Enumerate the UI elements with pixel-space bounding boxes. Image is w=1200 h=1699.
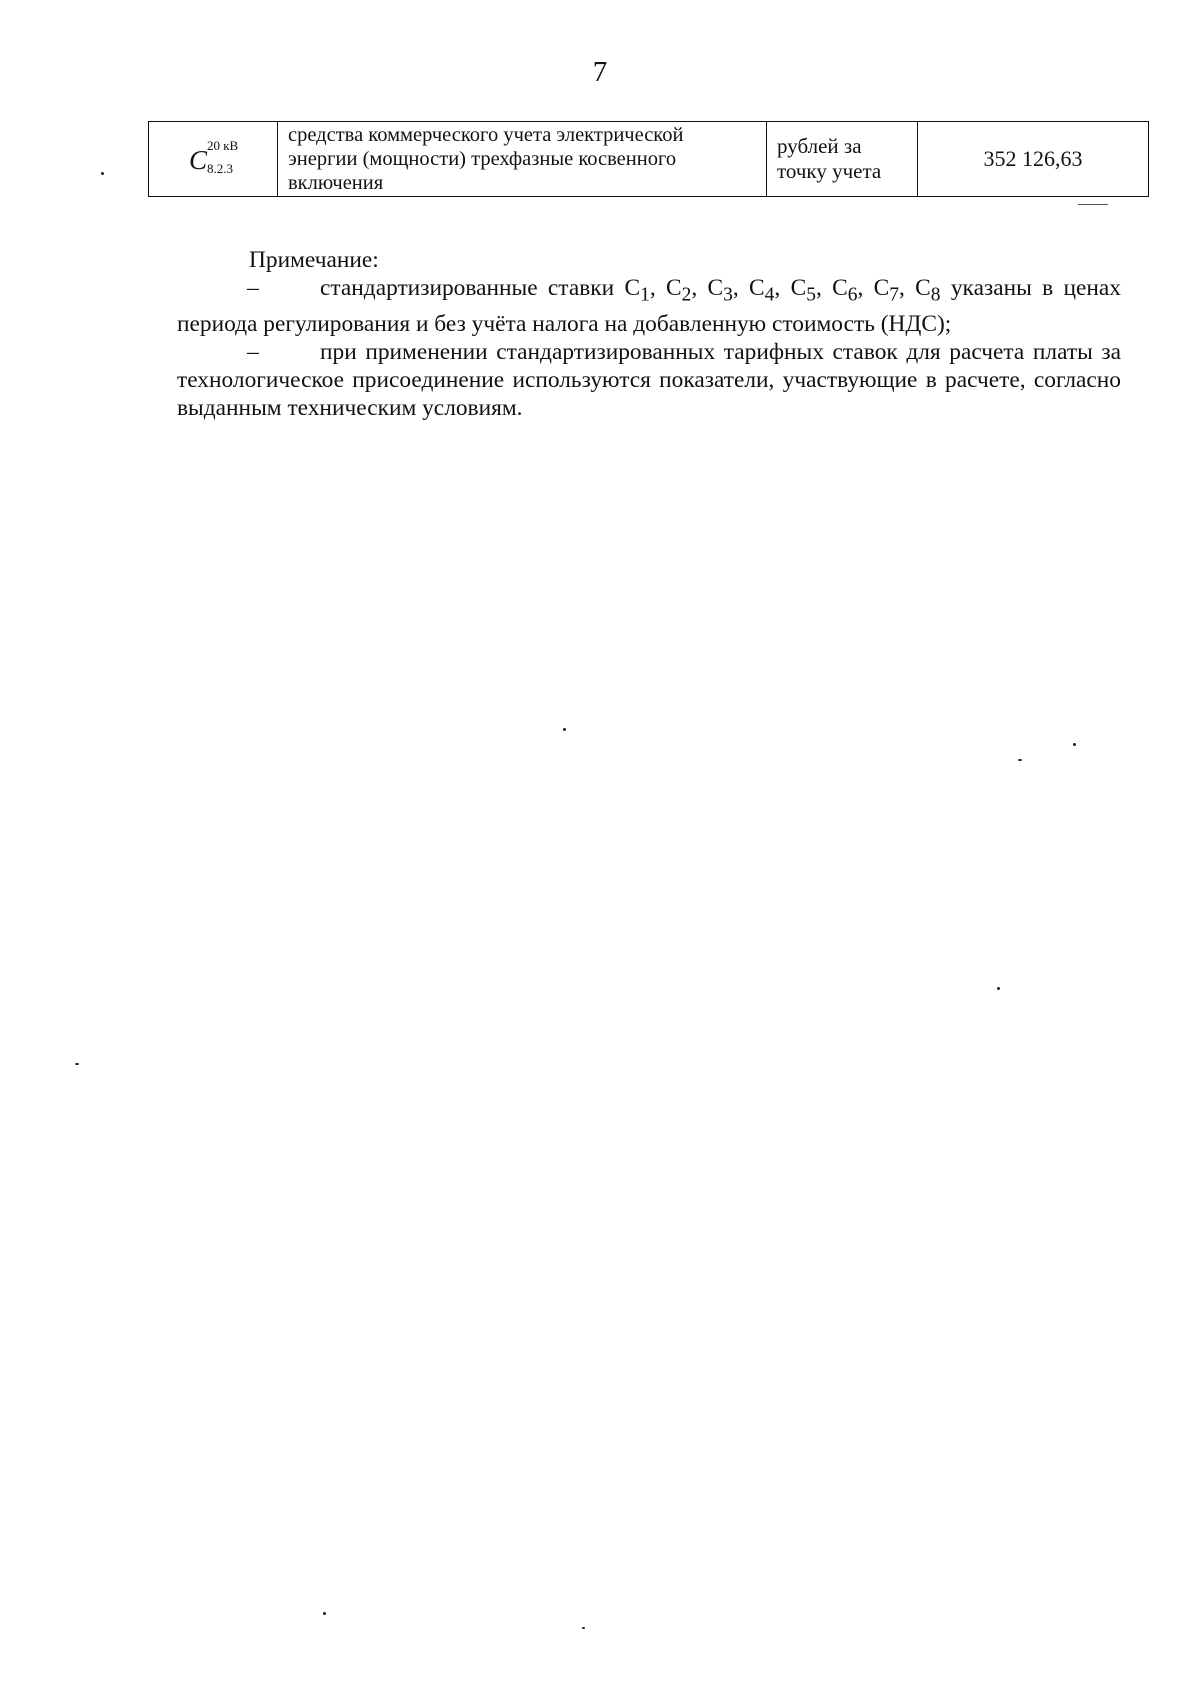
note-text: стандартизированные ставки С <box>320 275 641 301</box>
scan-speck <box>75 1063 79 1065</box>
scan-speck <box>563 728 566 731</box>
note-subscript: 4 <box>764 284 775 306</box>
note-item-vat <box>177 274 1121 338</box>
notes-heading: Примечание: <box>249 247 379 273</box>
note-subscript: 1 <box>640 284 650 306</box>
rate-description-line: включения <box>288 172 384 194</box>
rate-symbol-cell <box>149 122 278 197</box>
note-text: при применении стандартизированных тарифных ставок для расчета платы за технологическое присоединение используются показатели, участвующие в расчете, согласно выданным техническим условиям. <box>177 338 1121 421</box>
note-subscript: 8 <box>930 284 941 306</box>
rate-unit-cell <box>767 122 918 197</box>
rate-value-cell: 352 126,63 <box>918 122 1149 197</box>
rate-description-cell <box>278 122 767 197</box>
note-text: , С <box>815 275 848 301</box>
table-row <box>149 122 1149 197</box>
note-dash: – <box>247 338 259 365</box>
scan-speck <box>582 1627 585 1629</box>
note-text: , С <box>732 275 765 301</box>
scan-speck <box>1073 743 1076 746</box>
note-text: , С <box>857 275 890 301</box>
rate-unit-line: рублей за <box>777 134 862 158</box>
note-subscript: 6 <box>847 284 858 306</box>
scan-speck <box>1018 759 1022 761</box>
note-subscript: 7 <box>889 284 899 306</box>
note-subscript: 5 <box>806 284 816 306</box>
note-subscript: 3 <box>723 284 733 306</box>
rate-table <box>148 121 1149 197</box>
note-text: , С <box>691 275 724 301</box>
page-number: 7 <box>592 56 608 88</box>
scan-speck <box>997 987 1000 990</box>
note-text: , С <box>774 275 807 301</box>
scan-hairline <box>1078 204 1108 205</box>
rate-symbol-letter: C <box>188 145 207 175</box>
note-subscript: 2 <box>681 284 692 306</box>
note-text: , С <box>899 275 931 301</box>
rate-unit-line: точку учета <box>777 159 882 183</box>
rate-description-line: энергии (мощности) трехфазные косвенного <box>288 148 677 170</box>
scan-speck <box>101 172 104 175</box>
rate-symbol-subscript: 8.2.3 <box>206 161 233 176</box>
note-text: , С <box>649 275 682 301</box>
note-text: указаны в ценах периода регулирования и без учёта налога на добавленную стоимость (НДС); <box>177 275 1122 337</box>
notes-section <box>177 246 1121 422</box>
rate-description-line: средства коммерческого учета электрической <box>288 124 684 146</box>
rate-symbol-superscript: 20 кВ <box>206 138 239 153</box>
scan-speck <box>323 1612 326 1615</box>
note-dash: – <box>247 275 259 301</box>
note-item-technical-conditions <box>177 338 1121 422</box>
rate-symbol <box>188 138 239 176</box>
